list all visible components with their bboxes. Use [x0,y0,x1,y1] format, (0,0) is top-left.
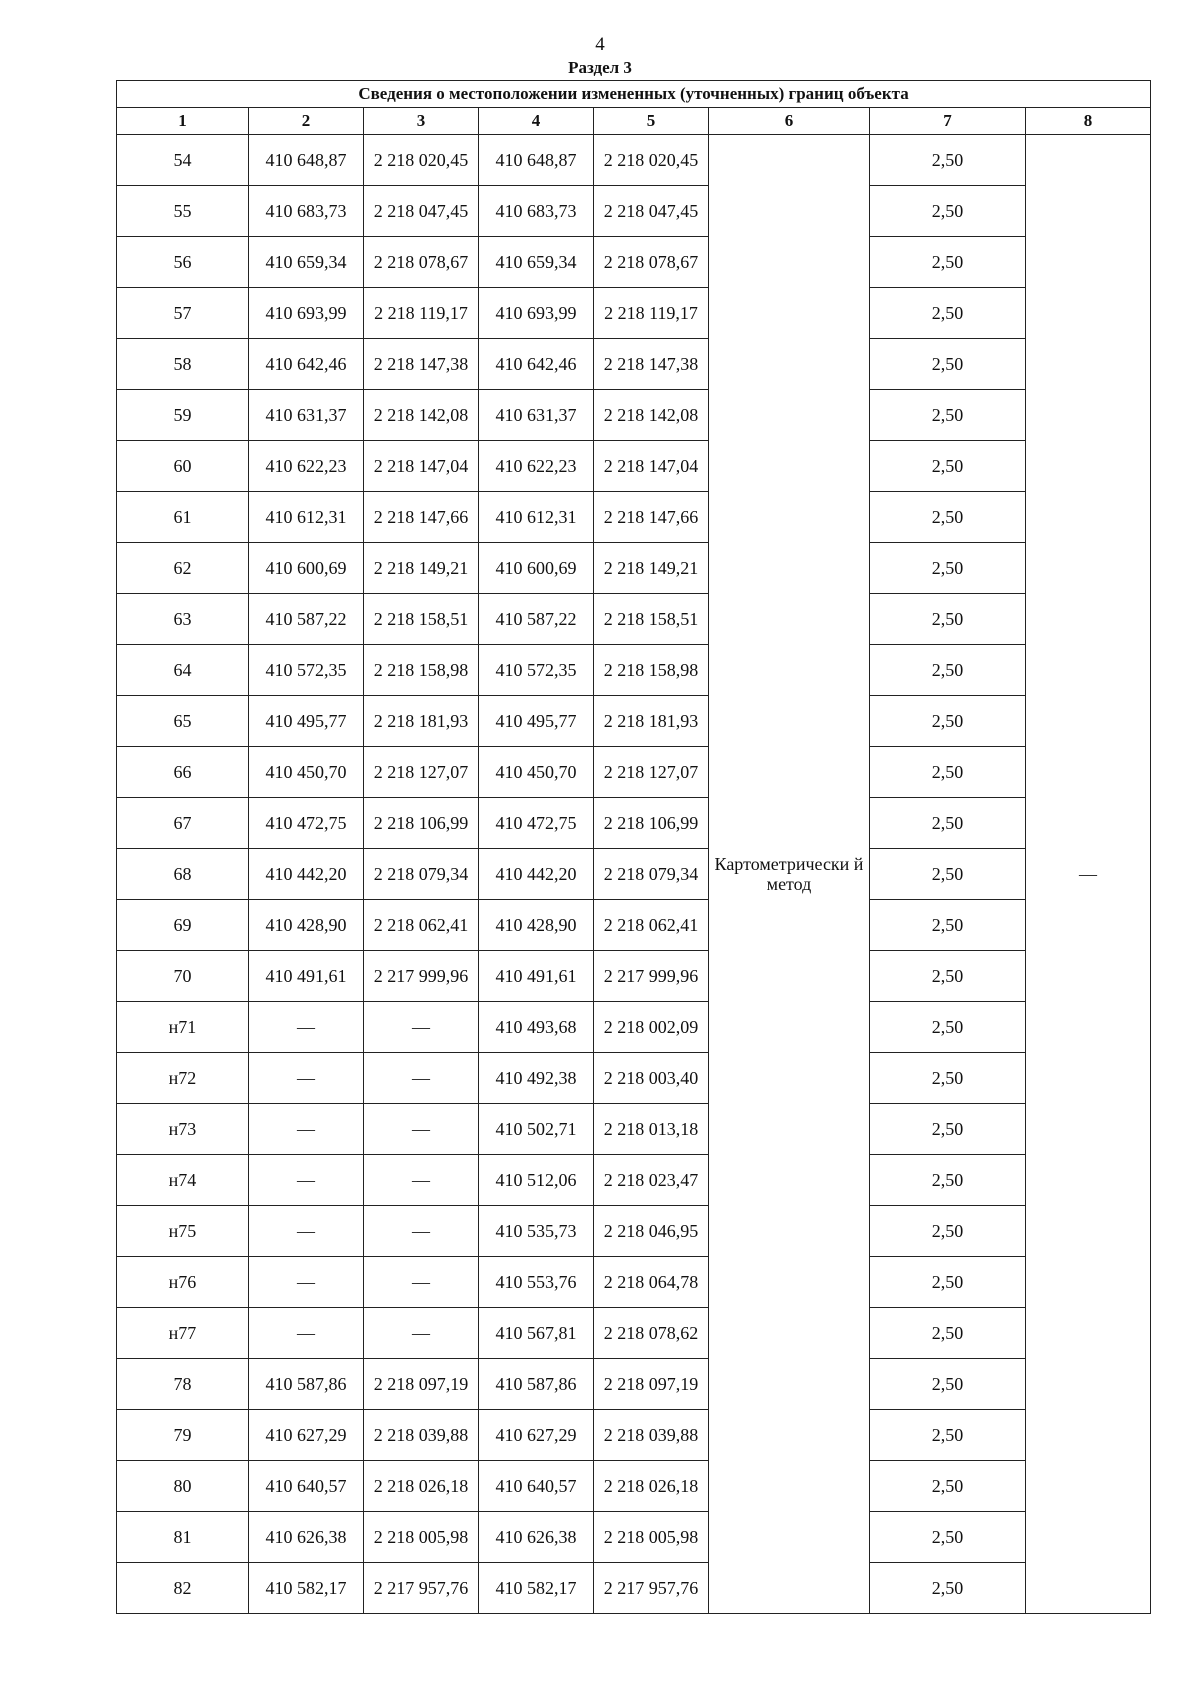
cell-y-new: 2 218 003,40 [594,1053,709,1104]
cell-y-new: 2 218 002,09 [594,1002,709,1053]
cell-y-new: 2 217 957,76 [594,1563,709,1614]
cell-x-new: 410 627,29 [479,1410,594,1461]
cell-y-old: 2 218 026,18 [364,1461,479,1512]
column-number-row [117,108,1151,135]
cell-accuracy: 2,50 [870,237,1026,288]
cell-y-old: 2 218 020,45 [364,135,479,186]
cell-y-old: — [364,1155,479,1206]
cell-x-new: 410 642,46 [479,339,594,390]
cell-x-new: 410 553,76 [479,1257,594,1308]
table-row [117,135,1151,186]
cell-point: 79 [117,1410,249,1461]
cell-accuracy: 2,50 [870,543,1026,594]
table-row [117,1563,1151,1614]
cell-x-old: 410 450,70 [249,747,364,798]
cell-point: 66 [117,747,249,798]
cell-accuracy: 2,50 [870,900,1026,951]
cell-x-new: 410 512,06 [479,1155,594,1206]
cell-x-new: 410 492,38 [479,1053,594,1104]
table-row [117,645,1151,696]
column-number: 8 [1026,108,1151,135]
cell-point: 62 [117,543,249,594]
cell-point: 64 [117,645,249,696]
table-row [117,390,1151,441]
cell-accuracy: 2,50 [870,1563,1026,1614]
table-row [117,543,1151,594]
table-row [117,339,1151,390]
table-row [117,747,1151,798]
cell-x-new: 410 626,38 [479,1512,594,1563]
table-row [117,1104,1151,1155]
cell-x-new: 410 491,61 [479,951,594,1002]
method-cell: Картометрически й метод [709,135,870,1614]
table-caption: Сведения о местоположении измененных (уточненных) границ объекта [117,81,1151,108]
cell-accuracy: 2,50 [870,1104,1026,1155]
cell-y-old: 2 218 149,21 [364,543,479,594]
section-title: Раздел 3 [568,58,632,77]
cell-x-old: 410 582,17 [249,1563,364,1614]
cell-x-old: 410 428,90 [249,900,364,951]
cell-point: 55 [117,186,249,237]
cell-point: н71 [117,1002,249,1053]
cell-point: 80 [117,1461,249,1512]
cell-point: 65 [117,696,249,747]
cell-x-old: — [249,1104,364,1155]
table-row [117,900,1151,951]
cell-y-old: 2 218 047,45 [364,186,479,237]
cell-y-new: 2 218 023,47 [594,1155,709,1206]
table-row [117,594,1151,645]
cell-accuracy: 2,50 [870,390,1026,441]
cell-y-new: 2 218 039,88 [594,1410,709,1461]
cell-x-old: — [249,1257,364,1308]
cell-y-old: — [364,1308,479,1359]
cell-y-new: 2 218 013,18 [594,1104,709,1155]
cell-x-new: 410 587,86 [479,1359,594,1410]
cell-x-new: 410 572,35 [479,645,594,696]
cell-x-new: 410 567,81 [479,1308,594,1359]
cell-x-new: 410 502,71 [479,1104,594,1155]
cell-point: 67 [117,798,249,849]
cell-y-old: 2 218 119,17 [364,288,479,339]
cell-y-old: — [364,1206,479,1257]
table-row [117,1461,1151,1512]
cell-point: 68 [117,849,249,900]
cell-y-old: 2 218 106,99 [364,798,479,849]
cell-x-old: — [249,1206,364,1257]
cell-x-new: 410 428,90 [479,900,594,951]
cell-y-new: 2 218 149,21 [594,543,709,594]
cell-x-new: 410 640,57 [479,1461,594,1512]
cell-x-new: 410 648,87 [479,135,594,186]
cell-point: 69 [117,900,249,951]
cell-accuracy: 2,50 [870,288,1026,339]
cell-point: н74 [117,1155,249,1206]
cell-x-old: 410 640,57 [249,1461,364,1512]
cell-x-new: 410 493,68 [479,1002,594,1053]
cell-point: 56 [117,237,249,288]
cell-x-new: 410 600,69 [479,543,594,594]
cell-point: 63 [117,594,249,645]
cell-accuracy: 2,50 [870,1155,1026,1206]
cell-y-old: — [364,1002,479,1053]
cell-x-old: 410 683,73 [249,186,364,237]
cell-x-old: 410 491,61 [249,951,364,1002]
cell-y-old: 2 218 181,93 [364,696,479,747]
cell-point: 58 [117,339,249,390]
cell-x-new: 410 442,20 [479,849,594,900]
cell-y-old: 2 218 147,66 [364,492,479,543]
cell-y-new: 2 218 062,41 [594,900,709,951]
cell-y-old: 2 217 957,76 [364,1563,479,1614]
cell-x-old: 410 442,20 [249,849,364,900]
cell-y-new: 2 218 097,19 [594,1359,709,1410]
cell-accuracy: 2,50 [870,1206,1026,1257]
table-row [117,1359,1151,1410]
cell-x-old: — [249,1053,364,1104]
cell-x-old: 410 631,37 [249,390,364,441]
cell-accuracy: 2,50 [870,594,1026,645]
cell-x-old: 410 627,29 [249,1410,364,1461]
cell-y-old: 2 218 158,98 [364,645,479,696]
boundary-coordinates-table [116,80,1151,1614]
cell-x-old: 410 626,38 [249,1512,364,1563]
cell-y-new: 2 218 078,67 [594,237,709,288]
cell-accuracy: 2,50 [870,1359,1026,1410]
cell-point: н76 [117,1257,249,1308]
cell-y-new: 2 218 005,98 [594,1512,709,1563]
cell-accuracy: 2,50 [870,1257,1026,1308]
cell-accuracy: 2,50 [870,1512,1026,1563]
table-row [117,951,1151,1002]
cell-x-old: — [249,1155,364,1206]
cell-point: 61 [117,492,249,543]
cell-accuracy: 2,50 [870,1002,1026,1053]
table-row [117,1308,1151,1359]
cell-x-new: 410 612,31 [479,492,594,543]
cell-x-new: 410 683,73 [479,186,594,237]
cell-point: н77 [117,1308,249,1359]
table-row [117,1410,1151,1461]
cell-x-old: 410 642,46 [249,339,364,390]
cell-point: н73 [117,1104,249,1155]
cell-y-new: 2 218 079,34 [594,849,709,900]
cell-y-old: 2 218 127,07 [364,747,479,798]
cell-y-new: 2 218 119,17 [594,288,709,339]
table-row [117,492,1151,543]
cell-y-old: 2 218 005,98 [364,1512,479,1563]
cell-x-new: 410 582,17 [479,1563,594,1614]
cell-point: 60 [117,441,249,492]
cell-x-old: 410 600,69 [249,543,364,594]
cell-x-old: — [249,1002,364,1053]
table-row [117,186,1151,237]
column-number: 5 [594,108,709,135]
cell-accuracy: 2,50 [870,1461,1026,1512]
cell-accuracy: 2,50 [870,951,1026,1002]
cell-x-new: 410 693,99 [479,288,594,339]
cell-y-old: 2 218 039,88 [364,1410,479,1461]
table-row [117,1206,1151,1257]
cell-point: 70 [117,951,249,1002]
table-row [117,696,1151,747]
cell-x-old: 410 495,77 [249,696,364,747]
cell-accuracy: 2,50 [870,747,1026,798]
cell-y-new: 2 218 181,93 [594,696,709,747]
column-number: 6 [709,108,870,135]
column-number: 4 [479,108,594,135]
cell-y-old: 2 217 999,96 [364,951,479,1002]
cell-y-old: 2 218 147,38 [364,339,479,390]
cell-y-new: 2 218 158,51 [594,594,709,645]
cell-x-old: 410 693,99 [249,288,364,339]
table-row [117,1257,1151,1308]
cell-accuracy: 2,50 [870,1410,1026,1461]
cell-point: н75 [117,1206,249,1257]
table-row [117,288,1151,339]
cell-x-new: 410 622,23 [479,441,594,492]
cell-point: 82 [117,1563,249,1614]
cell-y-old: 2 218 078,67 [364,237,479,288]
cell-x-old: 410 648,87 [249,135,364,186]
cell-y-new: 2 218 106,99 [594,798,709,849]
cell-y-new: 2 218 046,95 [594,1206,709,1257]
cell-y-old: — [364,1104,479,1155]
cell-x-old: 410 587,22 [249,594,364,645]
cell-y-new: 2 218 142,08 [594,390,709,441]
column-number: 7 [870,108,1026,135]
cell-y-old: — [364,1053,479,1104]
table-row [117,798,1151,849]
cell-x-old: 410 472,75 [249,798,364,849]
cell-accuracy: 2,50 [870,645,1026,696]
cell-point: 81 [117,1512,249,1563]
cell-x-new: 410 631,37 [479,390,594,441]
cell-x-new: 410 495,77 [479,696,594,747]
cell-y-new: 2 218 158,98 [594,645,709,696]
cell-accuracy: 2,50 [870,441,1026,492]
cell-accuracy: 2,50 [870,849,1026,900]
cell-y-old: 2 218 147,04 [364,441,479,492]
cell-x-old: 410 622,23 [249,441,364,492]
cell-y-old: 2 218 062,41 [364,900,479,951]
cell-accuracy: 2,50 [870,696,1026,747]
cell-point: 78 [117,1359,249,1410]
cell-y-new: 2 218 078,62 [594,1308,709,1359]
cell-x-new: 410 587,22 [479,594,594,645]
cell-point: н72 [117,1053,249,1104]
cell-y-new: 2 218 026,18 [594,1461,709,1512]
table-row [117,1155,1151,1206]
cell-accuracy: 2,50 [870,798,1026,849]
cell-y-old: — [364,1257,479,1308]
cell-x-old: 410 659,34 [249,237,364,288]
cell-point: 54 [117,135,249,186]
cell-x-new: 410 535,73 [479,1206,594,1257]
table-row [117,1512,1151,1563]
cell-x-new: 410 450,70 [479,747,594,798]
table-row [117,1053,1151,1104]
table-body [117,135,1151,1614]
cell-accuracy: 2,50 [870,1308,1026,1359]
cell-accuracy: 2,50 [870,339,1026,390]
table-row [117,849,1151,900]
column-8-cell: — [1026,135,1151,1614]
cell-accuracy: 2,50 [870,1053,1026,1104]
cell-x-old: 410 612,31 [249,492,364,543]
cell-accuracy: 2,50 [870,492,1026,543]
table-row [117,441,1151,492]
cell-x-old: 410 587,86 [249,1359,364,1410]
column-number: 2 [249,108,364,135]
cell-y-new: 2 218 147,04 [594,441,709,492]
cell-accuracy: 2,50 [870,186,1026,237]
cell-y-new: 2 218 147,38 [594,339,709,390]
cell-y-new: 2 218 147,66 [594,492,709,543]
cell-point: 59 [117,390,249,441]
cell-y-old: 2 218 079,34 [364,849,479,900]
cell-x-old: 410 572,35 [249,645,364,696]
cell-x-old: — [249,1308,364,1359]
cell-y-old: 2 218 097,19 [364,1359,479,1410]
cell-y-new: 2 218 127,07 [594,747,709,798]
cell-y-new: 2 218 020,45 [594,135,709,186]
cell-y-old: 2 218 158,51 [364,594,479,645]
cell-accuracy: 2,50 [870,135,1026,186]
cell-y-new: 2 218 047,45 [594,186,709,237]
column-number: 3 [364,108,479,135]
cell-y-new: 2 217 999,96 [594,951,709,1002]
table-row [117,1002,1151,1053]
cell-x-new: 410 472,75 [479,798,594,849]
cell-y-old: 2 218 142,08 [364,390,479,441]
column-number: 1 [117,108,249,135]
table-row [117,237,1151,288]
cell-point: 57 [117,288,249,339]
cell-x-new: 410 659,34 [479,237,594,288]
cell-y-new: 2 218 064,78 [594,1257,709,1308]
page-number: 4 [595,34,605,55]
